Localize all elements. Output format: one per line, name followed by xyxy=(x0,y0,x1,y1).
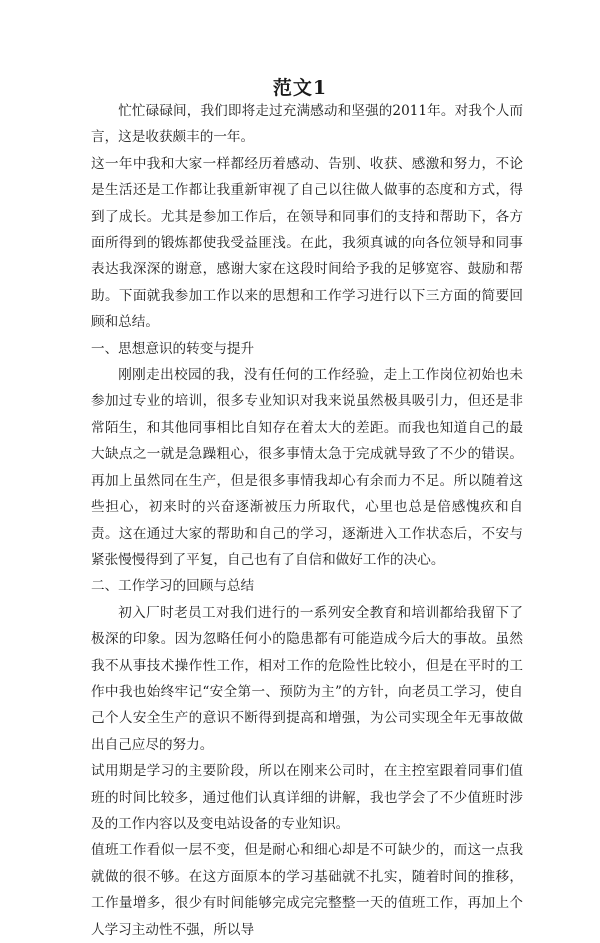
paragraph-mindset: 刚刚走出校园的我，没有任何的工作经验，走上工作岗位初始也未参加过专业的培训，很多专业知识对我来说虽然极具吸引力，但还是非常陌生，和其他同事相比自知存在着太大的差距。而我也知道自己的最大缺点之一就是急躁粗心，很多事情太急于完成就导致了不少的错误。再加上虽然同在生产，但是很多事情我却心有余而力不足。所以随着这些担心，初来时的兴奋逐渐被压力所取代，心里也总是倍感愧疚和自责。这在通过大家的帮助和自己的学习，逐渐进入工作状态后，不安与紧张慢慢得到了平复，自己也有了自信和做好工作的决心。 xyxy=(91,367,523,568)
paragraph-duty: 值班工作看似一层不变，但是耐心和细心却是不可缺少的，而这一点我就做的很不够。在这方面原本的学习基础就不扎实，随着时间的推移，工作量增多，很少有时间能够完成完完整整一天的值班工作，再加上个人学习主动性不强，所以导 xyxy=(91,842,523,938)
page-title: 范文1 xyxy=(272,77,328,99)
document-body xyxy=(91,98,523,943)
paragraph-safety: 初入厂时老员工对我们进行的一系列安全教育和培训都给我留下了极深的印象。因为忽略任何小的隐患都有可能造成今后大的事故。虽然我不从事技术操作性工作，相对工作的危险性比较小，但是在平时的工作中我也始终牢记“安全第一、预防为主”的方针，向老员工学习，使自己个人安全生产的意识不断得到提高和增强，为公司实现全年无事故做出自己应尽的努力。 xyxy=(91,604,523,753)
paragraph-overview: 这一年中我和大家一样都经历着感动、告别、收获、感激和努力，不论是生活还是工作都让我重新审视了自己以往做人做事的态度和方式，得到了成长。尤其是参加工作后，在领导和同事们的支持和帮助下，各方面所得到的锻炼都使我受益匪浅。在此，我须真诚的向各位领导和同事表达我深深的谢意，感谢大家在这段时间给予我的足够宽容、鼓励和帮助。下面就我参加工作以来的思想和工作学习进行以下三方面的简要回顾和总结。 xyxy=(91,155,523,331)
section-heading-2: 二、工作学习的回顾与总结 xyxy=(91,578,255,595)
paragraph-probation: 试用期是学习的主要阶段，所以在刚来公司时，在主控室跟着同事们值班的时间比较多，通过他们认真详细的讲解，我也学会了不少值班时涉及的工作内容以及变电站设备的专业知识。 xyxy=(91,763,523,832)
section-heading-1: 一、思想意识的转变与提升 xyxy=(91,340,255,357)
paragraph-intro: 忙忙碌碌间，我们即将走过充满感动和坚强的2011年。对我个人而言，这是收获颇丰的一年。 xyxy=(91,103,523,146)
